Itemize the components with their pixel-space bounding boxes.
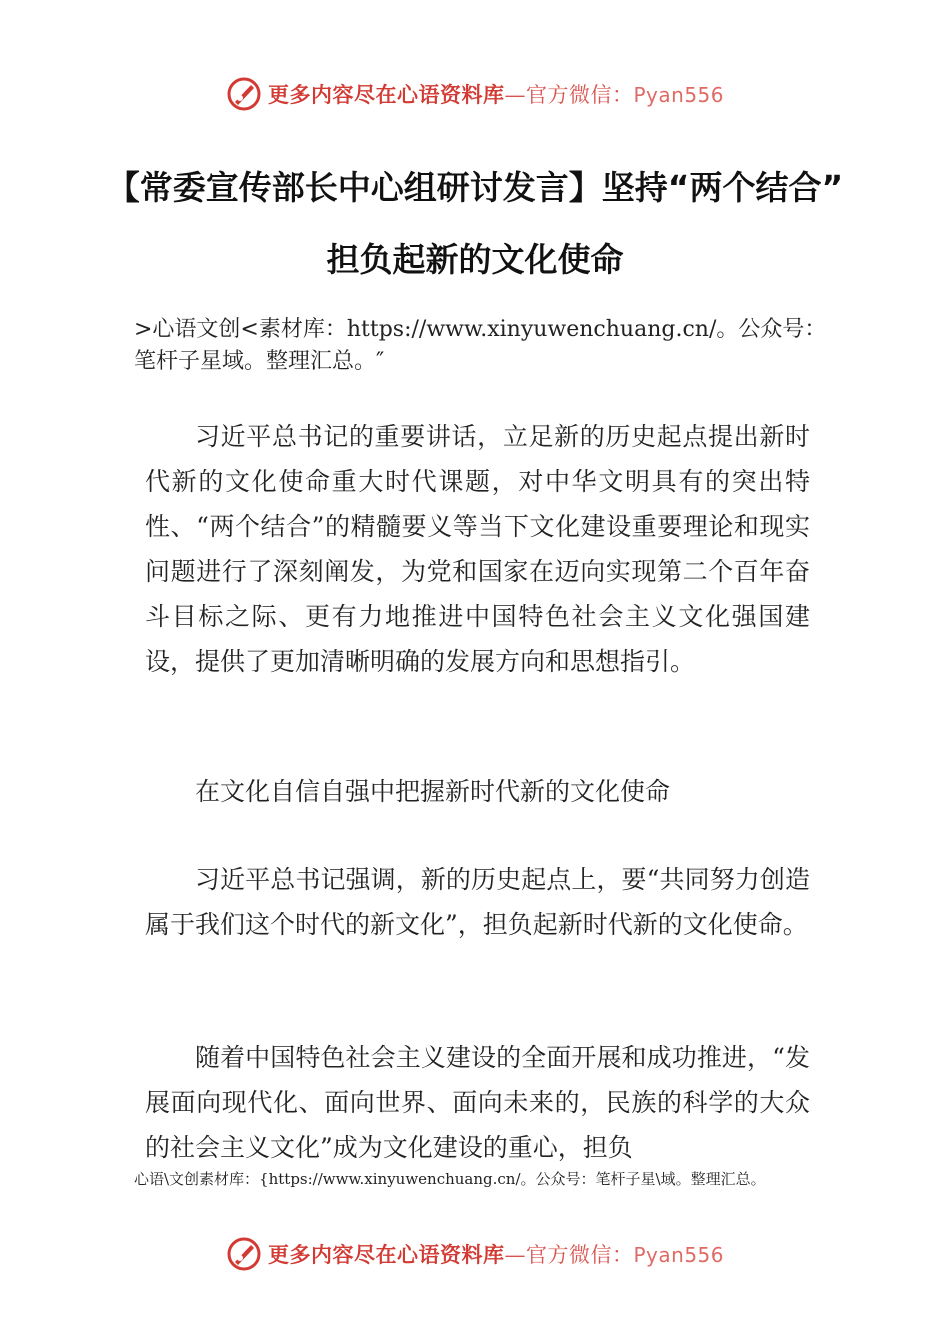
banner-wechat-id: Pyan556 [633,1243,724,1267]
banner-wechat-label: 官方微信： [525,1243,634,1267]
pen-logo-icon [226,1236,262,1272]
banner-wechat-id: Pyan556 [633,83,724,107]
paragraph-1: 习近平总书记的重要讲话，立足新的历史起点提出新时代新的文化使命重大时代课题，对中华文明具有的突出特性、“两个结合”的精髓要义等当下文化建设重要理论和现实问题进行了深刻阐发，为党和国家在迈向实现第二个百年奋斗目标之际、更有力地推进中国特色社会主义文化强国建设，提供了更加清晰明确的发展方向和思想指引。 [145,422,810,676]
banner-brand: 更多内容尽在心语资料库 [267,1242,505,1267]
banner-text [268,79,724,109]
banner-wechat-label: 官方微信： [525,83,634,107]
paragraph-3: 随着中国特色社会主义建设的全面开展和成功推进，“发展面向现代化、面向世界、面向未来的，民族的科学的大众的社会主义文化”成为文化建设的重心，担负 [145,1043,810,1162]
banner-dash: — [504,1243,526,1267]
paragraph-2: 习近平总书记强调，新的历史起点上，要“共同努力创造属于我们这个时代的新文化”，担负起新时代新的文化使命。 [145,865,810,939]
document-title: 【常委宣传部长中心组研讨发言】坚持“两个结合” 担负起新的文化使命 [106,168,844,279]
footer-banner [0,1234,950,1274]
source-line: >心语文创<素材库：https://www.xinyuwenchuang.cn/。公众号：笔杆子星域。整理汇总。″ [134,317,827,374]
footer-note: 心语\文创素材库：{https://www.xinyuwenchuang.cn/。公众号：笔杆子星\域。整理汇总。 [134,1170,766,1188]
banner-brand: 更多内容尽在心语资料库 [267,82,505,107]
section-heading: 在文化自信自强中把握新时代新的文化使命 [195,777,671,806]
pen-logo-icon [226,76,262,112]
banner-dash: — [504,83,526,107]
header-banner [0,74,950,114]
banner-text [268,1239,724,1269]
